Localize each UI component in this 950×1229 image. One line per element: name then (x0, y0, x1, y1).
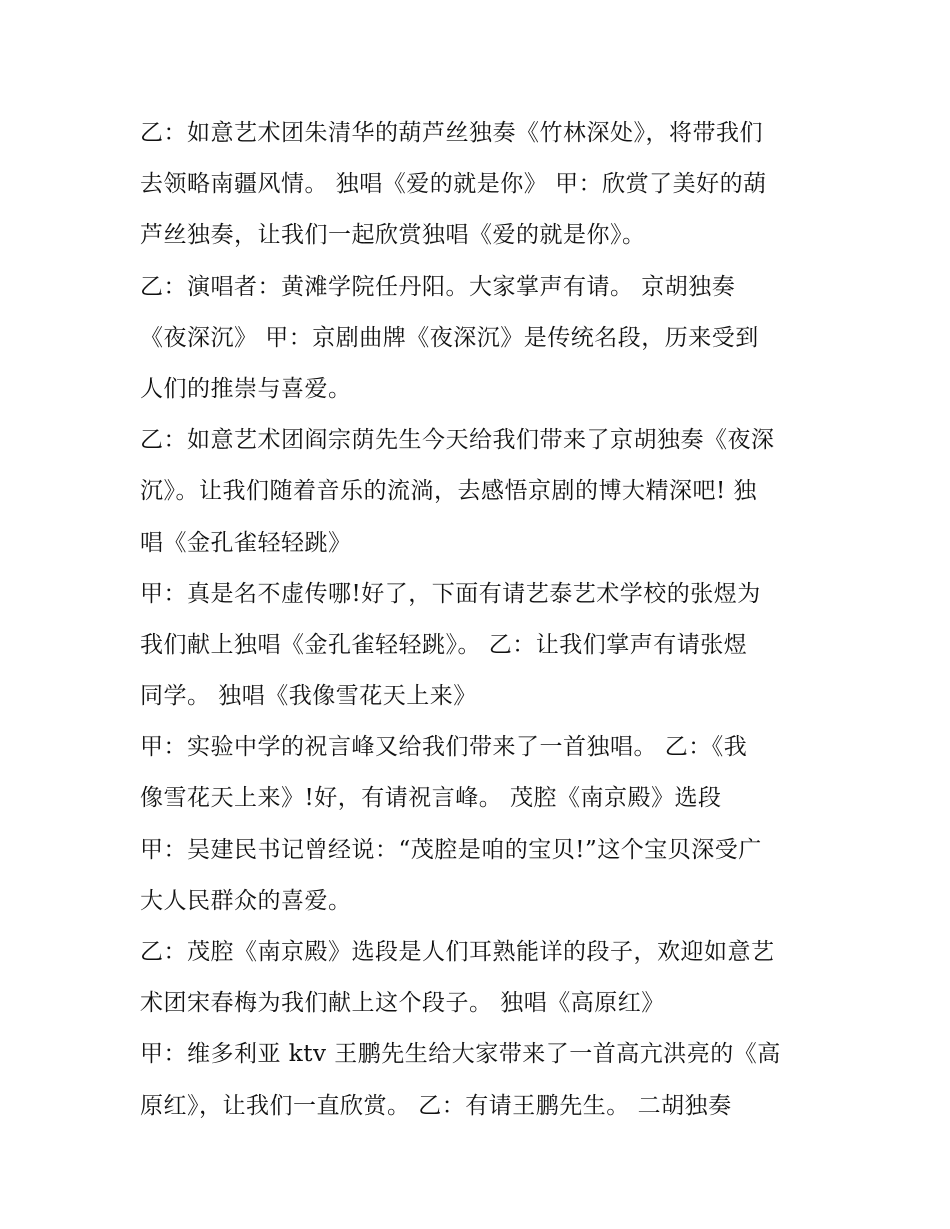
text-line: 像雪花天上来》!好，有请祝言峰。 茂腔《南京殿》选段 (140, 785, 722, 812)
text-line: 唱《金孔雀轻轻跳》 (140, 529, 352, 556)
text-line: 甲：维多利亚 ktv 王鹏先生给大家带来了一首高亢洪亮的《高 (140, 1041, 781, 1068)
text-line: 我们献上独唱《金孔雀轻轻跳》。 乙：让我们掌声有请张煜 (140, 631, 748, 658)
text-line: 乙：如意艺术团朱清华的葫芦丝独奏《竹林深处》，将带我们 (140, 120, 763, 146)
text-line: 甲：实验中学的祝言峰又给我们带来了一首独唱。 乙：《我 (140, 734, 748, 761)
text-line: 大人民群众的喜爱。 (140, 887, 352, 914)
text-line: 乙：茂腔《南京殿》选段是人们耳熟能详的段子，欢迎如意艺 (140, 939, 775, 965)
text-line: 芦丝独奏，让我们一起欣赏独唱《爱的就是你》。 (140, 222, 646, 249)
text-line: 术团宋春梅为我们献上这个段子。 独唱《高原红》 (140, 990, 665, 1017)
text-line: 甲：吴建民书记曾经说：“茂腔是咱的宝贝!”这个宝贝深受广 (140, 836, 762, 863)
document-body (140, 108, 830, 1132)
text-line: 乙：演唱者：黄滩学院任丹阳。大家掌声有请。 京胡独奏 (140, 273, 736, 300)
text-line: 去领略南疆风情。 独唱《爱的就是你》 甲：欣赏了美好的葫 (140, 171, 767, 198)
text-line: 同学。 独唱《我像雪花天上来》 (140, 683, 477, 710)
text-line: 《夜深沉》 甲：京剧曲牌《夜深沉》是传统名段，历来受到 (140, 324, 759, 351)
text-line: 甲：真是名不虚传哪!好了，下面有请艺泰艺术学校的张煜为 (140, 580, 761, 607)
text-line: 原红》，让我们一直欣赏。 乙：有请王鹏先生。 二胡独奏 (140, 1092, 732, 1119)
text-line: 沉》。让我们随着音乐的流淌，去感悟京剧的博大精深吧! 独 (140, 478, 758, 505)
text-line: 乙：如意艺术团阎宗荫先生今天给我们带来了京胡独奏《夜深 (140, 427, 775, 454)
text-line: 人们的推崇与喜爱。 (140, 375, 352, 402)
